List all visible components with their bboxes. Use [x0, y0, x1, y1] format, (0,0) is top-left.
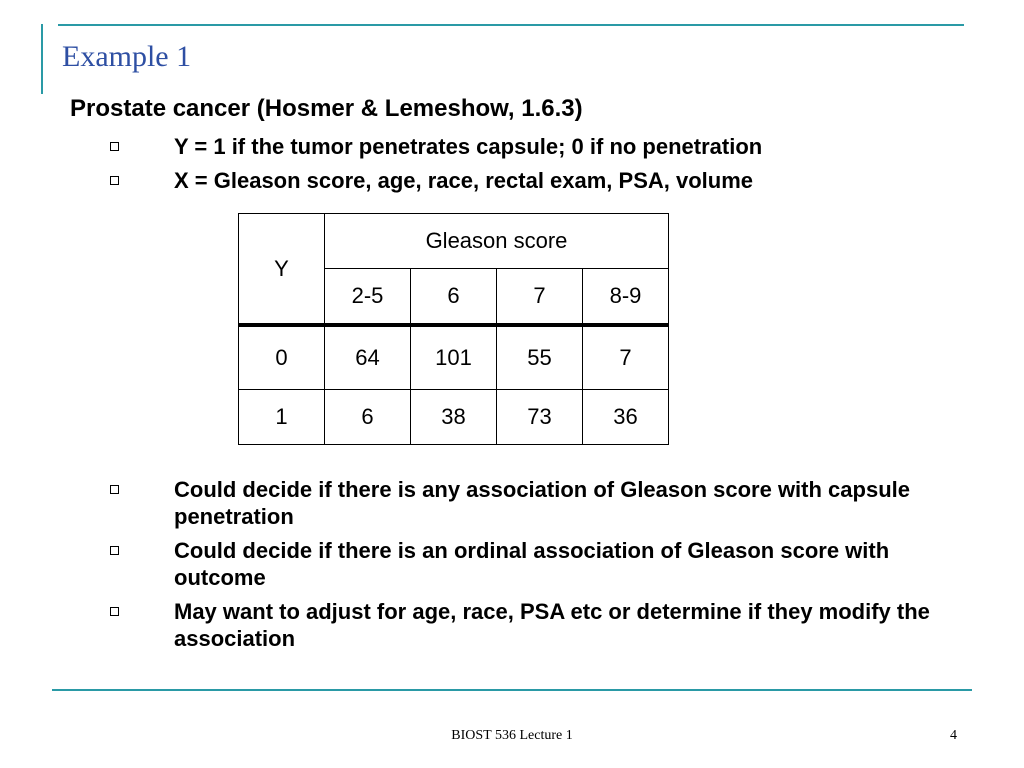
table-cell: 64 — [325, 325, 411, 390]
slide-heading: Prostate cancer (Hosmer & Lemeshow, 1.6.3) — [70, 95, 583, 122]
column-header: 7 — [497, 269, 583, 326]
table-cell: 7 — [583, 325, 669, 390]
square-bullet-icon — [110, 485, 119, 494]
left-accent-line — [41, 24, 43, 94]
square-bullet-icon — [110, 142, 119, 151]
top-accent-line — [58, 24, 964, 26]
square-bullet-icon — [110, 607, 119, 616]
table-cell: 73 — [497, 390, 583, 445]
y-header-cell: Y — [239, 214, 325, 326]
table-cell: 6 — [325, 390, 411, 445]
page-number: 4 — [950, 728, 957, 743]
row-label-cell: 0 — [239, 325, 325, 390]
column-header: 8-9 — [583, 269, 669, 326]
gleason-score-header: Gleason score — [325, 214, 669, 269]
slide-title: Example 1 — [62, 40, 192, 73]
table-cell: 55 — [497, 325, 583, 390]
table-header-row — [239, 214, 669, 269]
table-cell: 101 — [411, 325, 497, 390]
table-row — [239, 325, 669, 390]
square-bullet-icon — [110, 546, 119, 555]
column-header: 6 — [411, 269, 497, 326]
column-header: 2-5 — [325, 269, 411, 326]
table-row — [239, 390, 669, 445]
table-cell: 36 — [583, 390, 669, 445]
bullet-text: Could decide if there is an ordinal association of Gleason score with outcome — [174, 538, 890, 590]
bullet-text: Could decide if there is any association of Gleason score with capsule penetration — [174, 477, 910, 529]
bottom-accent-line — [52, 689, 972, 691]
footer-text: BIOST 536 Lecture 1 — [451, 728, 573, 743]
bullet-text: Y = 1 if the tumor penetrates capsule; 0 if no penetration — [174, 134, 763, 159]
gleason-table — [238, 213, 669, 445]
square-bullet-icon — [110, 176, 119, 185]
bullet-text: X = Gleason score, age, race, rectal exam, PSA, volume — [174, 168, 754, 193]
table-cell: 38 — [411, 390, 497, 445]
bullet-text: May want to adjust for age, race, PSA etc or determine if they modify the association — [174, 599, 930, 651]
row-label-cell: 1 — [239, 390, 325, 445]
